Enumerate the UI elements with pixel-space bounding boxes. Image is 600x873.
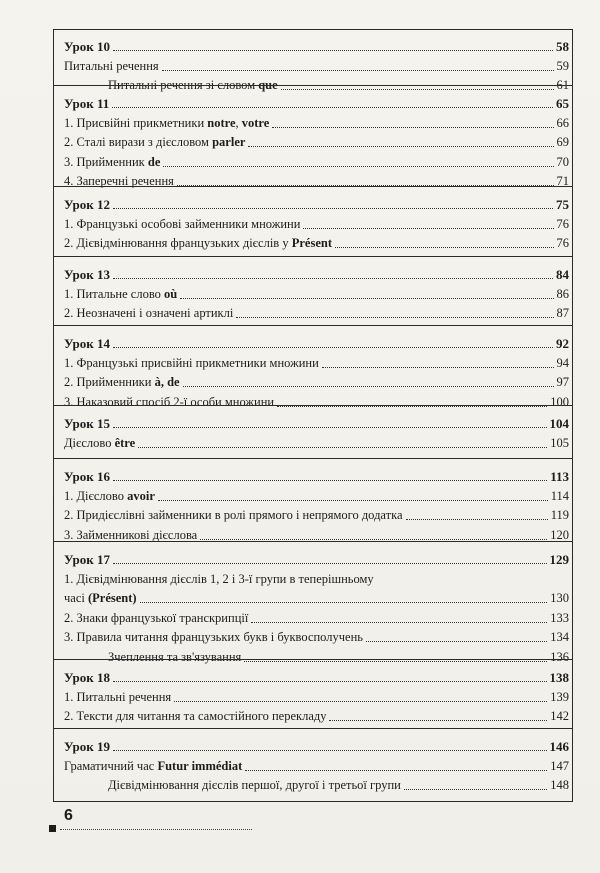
toc-entry[interactable]	[64, 707, 569, 724]
toc-entry[interactable]	[64, 133, 569, 150]
entry-text: Зчеплення та зв'язування	[108, 649, 242, 664]
dot-leader	[113, 427, 547, 428]
entry-text: 3. Прийменник	[64, 154, 148, 169]
page-ref: 87	[556, 306, 569, 320]
entry-bold-term: de	[147, 154, 161, 169]
lesson-title: Урок 10	[64, 39, 110, 54]
lesson-title: Урок 13	[64, 267, 110, 282]
entry-title	[64, 436, 135, 451]
page-ref: 136	[550, 649, 569, 664]
entry-title	[64, 591, 137, 606]
toc-entry[interactable]	[64, 628, 569, 645]
page-ref: 138	[549, 670, 569, 685]
page-ref: 92	[556, 336, 569, 351]
page-ref: 105	[550, 435, 569, 450]
dot-leader	[113, 480, 547, 481]
entry-title	[64, 287, 177, 302]
entry-text: часі	[64, 591, 88, 605]
section-divider	[54, 325, 572, 326]
dot-leader	[113, 50, 553, 51]
page-ref: 113	[550, 469, 569, 484]
dot-leader	[163, 166, 553, 167]
page-ref: 70	[556, 154, 569, 169]
lesson-heading[interactable]	[64, 414, 569, 431]
toc-entry[interactable]	[64, 526, 569, 543]
page-ref: 142	[550, 709, 569, 723]
entry-bold-term: où	[164, 286, 178, 301]
entry-text: 3. Наказовий спосіб 2-ї особи множини	[64, 394, 275, 409]
lesson-heading[interactable]	[64, 737, 569, 754]
dot-leader	[200, 539, 547, 540]
toc-entry[interactable]	[64, 153, 569, 170]
toc-entry[interactable]	[64, 609, 569, 626]
entry-text: 1. Присвійні прикметники	[64, 115, 208, 130]
entry-title	[64, 375, 180, 390]
entry-title	[64, 611, 248, 626]
page-ref: 134	[550, 630, 569, 644]
entry-text: 2. Дієвідмінювання французьких дієслів у	[64, 236, 292, 250]
dot-leader	[251, 622, 547, 623]
entry-text: 2. Тексти для читання та самостійного перекладу	[64, 709, 327, 723]
entry-title	[64, 356, 319, 371]
page-ref: 114	[550, 488, 569, 503]
dot-leader	[303, 228, 553, 229]
page-ref: 86	[556, 286, 569, 301]
entry-text: Питальні речення зі словом	[108, 78, 259, 92]
page-ref: 100	[550, 394, 569, 409]
lesson-title: Урок 18	[64, 670, 110, 685]
entry-title	[64, 236, 332, 251]
entry-title	[64, 572, 374, 587]
section-divider	[54, 659, 572, 660]
toc-entry[interactable]	[64, 487, 569, 504]
entry-text: Дієвідмінювання дієслів першої, другої і третьої групи	[108, 778, 401, 792]
entry-bold-term: être	[114, 435, 136, 450]
entry-text: 1. Французькі присвійні прикметники множини	[64, 355, 319, 370]
entry-title	[64, 709, 326, 724]
page-ref: 139	[550, 689, 569, 704]
entry-bold-term: votre	[241, 115, 270, 130]
dot-leader	[113, 563, 547, 564]
entry-title	[64, 690, 171, 705]
entry-text: 1. Дієвідмінювання дієслів 1, 2 і 3-ї групи в теперішньому	[64, 571, 374, 586]
lesson-heading[interactable]	[64, 37, 569, 54]
footer-square-marker	[49, 825, 56, 832]
entry-bold-term: notre	[207, 115, 236, 130]
toc-entry[interactable]	[64, 776, 569, 793]
page-ref: 148	[550, 778, 569, 792]
entry-title	[64, 650, 241, 665]
dot-leader	[404, 789, 547, 790]
entry-text: 1. Французькі особові займенники множини	[64, 216, 301, 231]
toc-entry[interactable]	[64, 354, 569, 371]
entry-bold-term: (Présent)	[87, 591, 137, 605]
dot-leader	[174, 701, 547, 702]
section-divider	[54, 458, 572, 459]
lesson-heading[interactable]	[64, 334, 569, 351]
lesson-heading[interactable]	[64, 94, 569, 111]
dot-leader	[113, 750, 547, 751]
page-ref: 75	[556, 197, 569, 212]
entry-title	[64, 395, 274, 410]
page-ref: 69	[556, 135, 569, 149]
toc-entry[interactable]	[64, 648, 569, 665]
page-ref: 146	[549, 739, 569, 754]
lesson-heading[interactable]	[64, 195, 569, 212]
page-ref: 76	[556, 216, 569, 231]
lesson-title: Урок 12	[64, 197, 110, 212]
dot-leader	[236, 317, 553, 318]
page-ref: 76	[556, 236, 569, 250]
lesson-title: Урок 16	[64, 469, 110, 484]
dot-leader	[113, 347, 553, 348]
entry-title	[64, 155, 160, 170]
toc-entry[interactable]	[64, 688, 569, 705]
toc-entry[interactable]	[64, 285, 569, 302]
page-ref: 66	[556, 115, 569, 130]
toc-entry[interactable]	[64, 234, 569, 251]
toc-entry[interactable]	[64, 393, 569, 410]
lesson-heading[interactable]	[64, 668, 569, 685]
dot-leader	[248, 146, 553, 147]
dot-leader	[180, 298, 553, 299]
lesson-heading[interactable]	[64, 467, 569, 484]
dot-leader	[272, 127, 553, 128]
entry-bold-term: Présent	[291, 236, 332, 250]
page-ref: 71	[556, 174, 569, 188]
page-ref: 58	[556, 39, 569, 54]
entry-title	[64, 59, 159, 74]
entry-text: Граматичний час	[64, 758, 158, 773]
entry-text: 1. Питальні речення	[64, 689, 172, 704]
lesson-title: Урок 15	[64, 416, 110, 431]
lesson-heading[interactable]	[64, 550, 569, 567]
toc-entry[interactable]	[64, 57, 569, 74]
dot-leader	[281, 89, 554, 90]
entry-text: 4. Заперечні речення	[64, 174, 174, 188]
entry-title	[64, 759, 242, 774]
lesson-heading[interactable]	[64, 265, 569, 282]
entry-title	[64, 508, 403, 523]
page-ref: 130	[550, 591, 569, 605]
entry-text: 2. Неозначені і означені артиклі	[64, 306, 234, 320]
dot-leader	[322, 367, 554, 368]
page-ref: 120	[550, 527, 569, 542]
entry-text: Дієслово	[64, 435, 115, 450]
dot-leader	[244, 661, 547, 662]
page-ref: 94	[556, 355, 569, 370]
dot-leader	[158, 500, 548, 501]
page-ref: 119	[550, 508, 569, 522]
dot-leader	[329, 720, 547, 721]
page-ref: 84	[556, 267, 569, 282]
entry-title	[64, 489, 155, 504]
section-divider	[54, 85, 572, 86]
lesson-title: Урок 19	[64, 739, 110, 754]
page-ref: 133	[550, 610, 569, 625]
dot-leader	[406, 519, 548, 520]
toc-entry[interactable]	[64, 757, 569, 774]
toc-entry[interactable]	[64, 589, 569, 606]
section-divider	[54, 728, 572, 729]
dot-leader	[112, 107, 553, 108]
toc-entry[interactable]	[64, 304, 569, 321]
entry-text: 1. Питальне слово	[64, 286, 165, 301]
section-divider	[54, 186, 572, 187]
footer-dotted-rule	[60, 829, 252, 830]
section-divider	[54, 405, 572, 406]
dot-leader	[138, 447, 547, 448]
dot-leader	[245, 770, 547, 771]
entry-bold-term: parler	[212, 135, 246, 149]
entry-text: 3. Займенникові дієслова	[64, 527, 198, 542]
lesson-title: Урок 14	[64, 336, 110, 351]
lesson-title: Урок 17	[64, 552, 110, 567]
entry-title	[64, 217, 300, 232]
entry-text: ,	[235, 115, 242, 130]
page-number: 6	[64, 807, 73, 824]
entry-title	[64, 135, 245, 150]
page-ref: 104	[549, 416, 569, 431]
page-ref: 59	[556, 58, 569, 73]
entry-text: 3. Правила читання французьких букв і буквосполучень	[64, 630, 363, 644]
page-ref: 147	[550, 758, 569, 773]
page-ref: 61	[556, 78, 569, 92]
dot-leader	[113, 681, 547, 682]
entry-bold-term: à, de	[154, 375, 180, 389]
entry-text: 1. Дієслово	[64, 488, 128, 503]
entry-title	[64, 630, 363, 645]
toc-entry[interactable]	[64, 434, 569, 451]
entry-title	[64, 778, 401, 793]
dot-leader	[113, 208, 553, 209]
dot-leader	[366, 641, 547, 642]
entry-bold-term: Futur immédiat	[157, 758, 243, 773]
entry-text: 2. Прийменники	[64, 375, 155, 389]
page-ref: 129	[549, 552, 569, 567]
toc-entry[interactable]	[64, 373, 569, 390]
dot-leader	[183, 386, 554, 387]
page-ref: 97	[556, 375, 569, 389]
entry-title	[64, 306, 233, 321]
entry-text: 2. Придієслівні займенники в ролі прямого і непрямого додатка	[64, 508, 403, 522]
page-ref: 65	[556, 96, 569, 111]
entry-text: 2. Знаки французької транскрипції	[64, 610, 249, 625]
section-divider	[54, 256, 572, 257]
dot-leader	[113, 278, 553, 279]
lesson-title: Урок 11	[64, 96, 110, 111]
entry-title	[64, 116, 269, 131]
entry-text: 2. Сталі вирази з дієсловом	[64, 135, 213, 149]
dot-leader	[335, 247, 554, 248]
dot-leader	[162, 70, 554, 71]
dot-leader	[140, 602, 548, 603]
toc-entry[interactable]	[64, 506, 569, 523]
toc-entry[interactable]	[64, 570, 569, 587]
toc-entry[interactable]	[64, 114, 569, 131]
entry-text: Питальні речення	[64, 58, 159, 73]
entry-bold-term: avoir	[127, 488, 155, 503]
section-divider	[54, 541, 572, 542]
toc-entry[interactable]	[64, 215, 569, 232]
entry-bold-term: que	[258, 78, 278, 92]
